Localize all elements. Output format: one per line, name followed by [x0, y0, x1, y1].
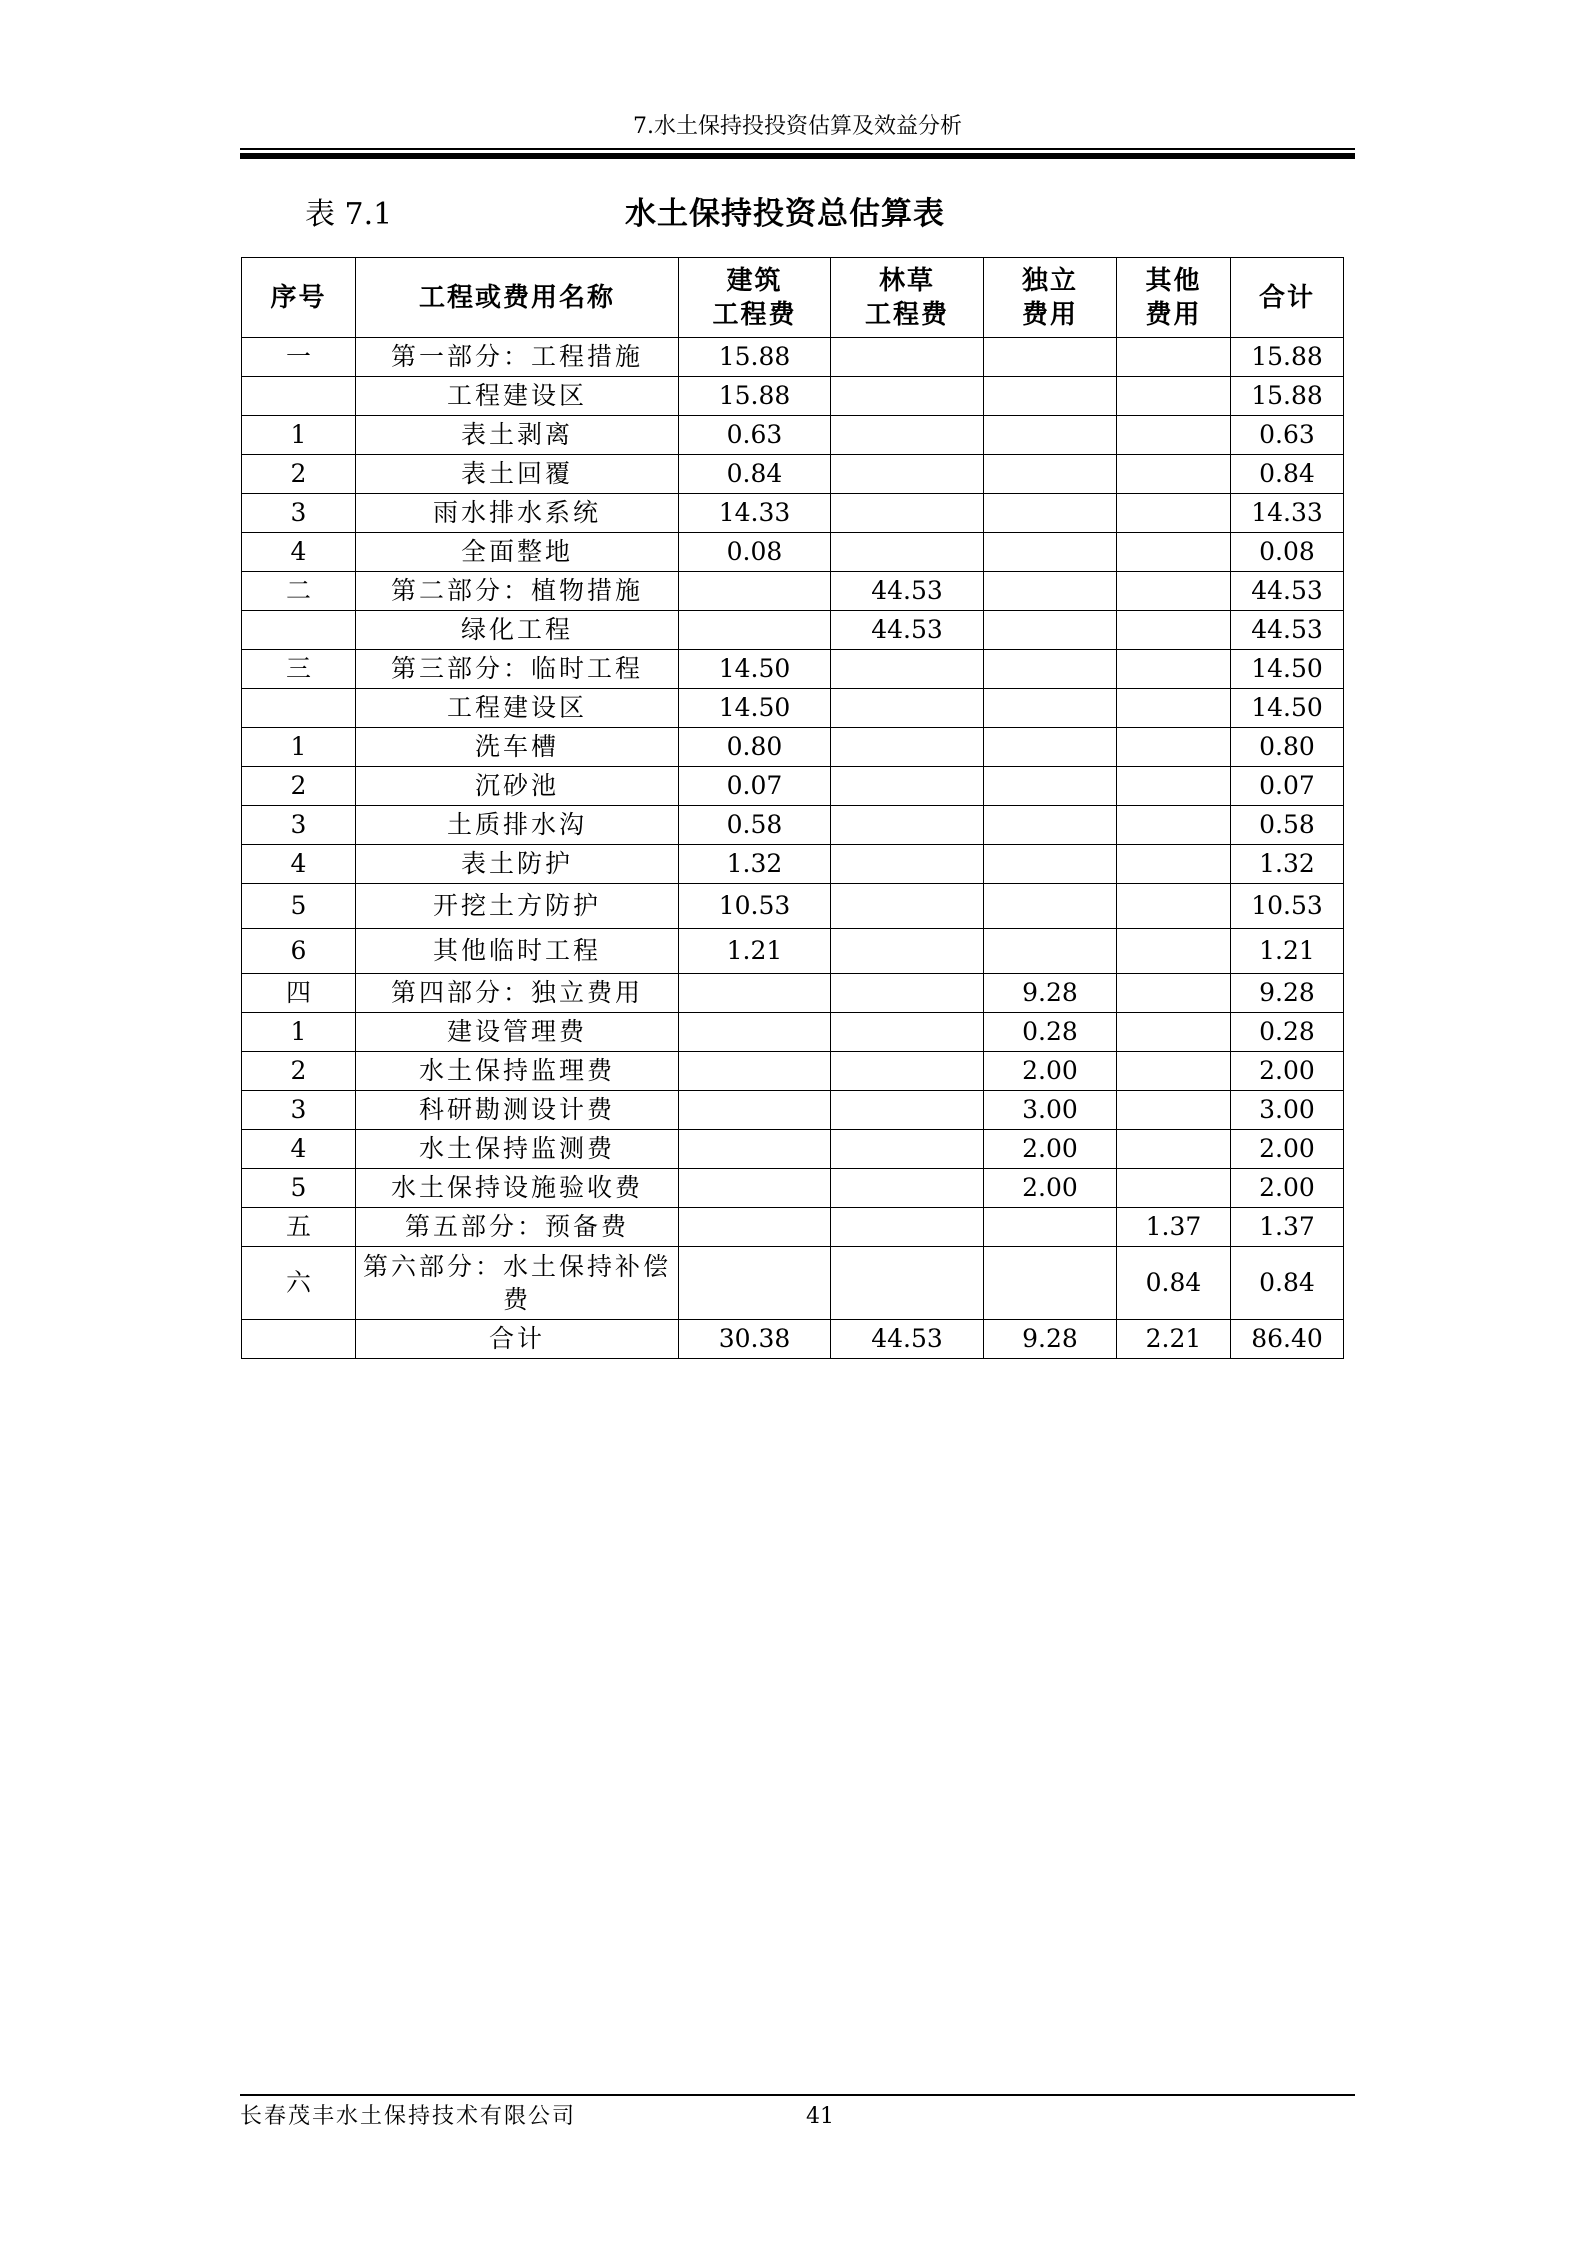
cell-col-seq: 一 — [242, 338, 356, 377]
table-row — [242, 1013, 1344, 1052]
cell-col-total: 0.28 — [1231, 1013, 1344, 1052]
cell-col-seq: 1 — [242, 728, 356, 767]
cell-col-forestry — [831, 650, 984, 689]
cell-col-name: 科研勘测设计费 — [356, 1091, 679, 1130]
table-row — [242, 1130, 1344, 1169]
cell-col-independent: 2.00 — [984, 1130, 1117, 1169]
header-text-line: 其他 — [1145, 265, 1202, 296]
cell-col-forestry — [831, 806, 984, 845]
cell-col-seq: 二 — [242, 572, 356, 611]
cell-col-seq: 2 — [242, 455, 356, 494]
cell-col-forestry — [831, 1169, 984, 1208]
header-text-line: 费用 — [1145, 299, 1202, 330]
cell-col-total: 2.00 — [1231, 1130, 1344, 1169]
cell-col-total: 0.84 — [1231, 455, 1344, 494]
cell-col-other: 1.37 — [1117, 1208, 1231, 1247]
table-row — [242, 806, 1344, 845]
cell-col-total: 44.53 — [1231, 572, 1344, 611]
cell-col-name: 开挖土方防护 — [356, 884, 679, 929]
table-row — [242, 572, 1344, 611]
cell-col-forestry — [831, 974, 984, 1013]
cell-col-name: 雨水排水系统 — [356, 494, 679, 533]
cell-col-other — [1117, 806, 1231, 845]
cell-col-name: 沉砂池 — [356, 767, 679, 806]
header-rule-thin — [240, 148, 1355, 150]
header-col-other — [1117, 258, 1231, 338]
table-row — [242, 1320, 1344, 1359]
cell-col-independent — [984, 494, 1117, 533]
cell-col-seq: 3 — [242, 494, 356, 533]
cell-col-seq — [242, 611, 356, 650]
cell-col-construction: 0.58 — [679, 806, 831, 845]
cell-col-name: 表土剥离 — [356, 416, 679, 455]
table-row — [242, 974, 1344, 1013]
cell-col-name: 绿化工程 — [356, 611, 679, 650]
cell-col-independent — [984, 728, 1117, 767]
table-row — [242, 377, 1344, 416]
table-row — [242, 929, 1344, 974]
cell-col-independent: 9.28 — [984, 1320, 1117, 1359]
cell-col-other — [1117, 974, 1231, 1013]
cell-col-construction: 30.38 — [679, 1320, 831, 1359]
cell-col-independent: 3.00 — [984, 1091, 1117, 1130]
table-row — [242, 494, 1344, 533]
cell-col-total: 1.21 — [1231, 929, 1344, 974]
cell-col-forestry — [831, 1208, 984, 1247]
cell-col-seq: 2 — [242, 1052, 356, 1091]
cell-col-construction: 1.21 — [679, 929, 831, 974]
cell-col-name: 水土保持监测费 — [356, 1130, 679, 1169]
cell-col-seq: 1 — [242, 1013, 356, 1052]
cell-col-name: 表土防护 — [356, 845, 679, 884]
cell-col-construction: 0.80 — [679, 728, 831, 767]
cell-col-seq: 4 — [242, 845, 356, 884]
cell-col-name: 土质排水沟 — [356, 806, 679, 845]
cell-col-construction: 15.88 — [679, 338, 831, 377]
cell-col-independent — [984, 689, 1117, 728]
table-header — [242, 258, 1344, 338]
cell-col-forestry — [831, 1091, 984, 1130]
cell-col-total: 9.28 — [1231, 974, 1344, 1013]
cell-col-construction — [679, 611, 831, 650]
cell-col-total: 15.88 — [1231, 338, 1344, 377]
cell-col-construction — [679, 1169, 831, 1208]
cell-col-total: 0.58 — [1231, 806, 1344, 845]
cell-col-total: 0.07 — [1231, 767, 1344, 806]
cell-col-construction — [679, 974, 831, 1013]
table-label: 表 7.1 — [305, 197, 393, 232]
cell-col-name: 全面整地 — [356, 533, 679, 572]
cell-col-name: 表土回覆 — [356, 455, 679, 494]
cell-col-total: 0.84 — [1231, 1247, 1344, 1320]
cell-col-other — [1117, 494, 1231, 533]
header-col-independent — [984, 258, 1117, 338]
cell-col-seq: 1 — [242, 416, 356, 455]
cell-col-construction: 15.88 — [679, 377, 831, 416]
cell-col-other: 0.84 — [1117, 1247, 1231, 1320]
cell-col-name: 工程建设区 — [356, 377, 679, 416]
cell-col-forestry — [831, 1130, 984, 1169]
cell-col-name: 第五部分：预备费 — [356, 1208, 679, 1247]
cell-col-forestry — [831, 767, 984, 806]
cell-col-independent — [984, 416, 1117, 455]
cell-col-forestry — [831, 884, 984, 929]
table-row — [242, 1052, 1344, 1091]
cell-col-other — [1117, 929, 1231, 974]
table-row — [242, 1169, 1344, 1208]
table-body — [242, 338, 1344, 1359]
header-text-line: 独立 — [1021, 265, 1078, 296]
cell-col-total: 3.00 — [1231, 1091, 1344, 1130]
cell-col-forestry — [831, 533, 984, 572]
cell-col-other — [1117, 728, 1231, 767]
header-row — [242, 258, 1344, 338]
cell-col-seq: 五 — [242, 1208, 356, 1247]
cell-col-total: 44.53 — [1231, 611, 1344, 650]
cell-col-other — [1117, 455, 1231, 494]
cell-col-independent — [984, 455, 1117, 494]
cell-col-forestry — [831, 494, 984, 533]
cell-col-total: 0.63 — [1231, 416, 1344, 455]
cell-col-independent — [984, 884, 1117, 929]
table-title: 水土保持投资总估算表 — [625, 196, 945, 232]
cell-col-seq: 5 — [242, 884, 356, 929]
table-row — [242, 1208, 1344, 1247]
cell-col-forestry — [831, 689, 984, 728]
cell-col-total: 0.08 — [1231, 533, 1344, 572]
cell-col-forestry: 44.53 — [831, 1320, 984, 1359]
cell-col-forestry: 44.53 — [831, 572, 984, 611]
cell-col-forestry — [831, 1052, 984, 1091]
cell-col-name: 建设管理费 — [356, 1013, 679, 1052]
cell-col-other — [1117, 1013, 1231, 1052]
table-row — [242, 650, 1344, 689]
cell-col-forestry — [831, 929, 984, 974]
cell-col-forestry: 44.53 — [831, 611, 984, 650]
cell-col-name: 合计 — [356, 1320, 679, 1359]
cell-col-forestry — [831, 377, 984, 416]
cell-col-other — [1117, 338, 1231, 377]
footer-rule — [240, 2094, 1355, 2096]
cell-col-construction — [679, 1013, 831, 1052]
cell-col-independent: 2.00 — [984, 1052, 1117, 1091]
cell-col-forestry — [831, 455, 984, 494]
cell-col-independent — [984, 533, 1117, 572]
cell-col-other — [1117, 1130, 1231, 1169]
table-row — [242, 338, 1344, 377]
header-col-forestry — [831, 258, 984, 338]
footer-company: 长春茂丰水土保持技术有限公司 — [240, 2104, 577, 2129]
cell-col-name: 工程建设区 — [356, 689, 679, 728]
cell-col-seq: 4 — [242, 533, 356, 572]
cell-col-seq: 3 — [242, 806, 356, 845]
cell-col-seq: 四 — [242, 974, 356, 1013]
cell-col-forestry — [831, 338, 984, 377]
cell-col-other — [1117, 689, 1231, 728]
cell-col-other — [1117, 572, 1231, 611]
cell-col-total: 0.80 — [1231, 728, 1344, 767]
header-col-name — [356, 258, 679, 338]
header-text-line: 序号 — [270, 282, 327, 313]
cell-col-construction: 0.08 — [679, 533, 831, 572]
page-number: 41 — [806, 2104, 834, 2129]
cell-col-other — [1117, 884, 1231, 929]
cell-col-construction: 14.50 — [679, 650, 831, 689]
investment-estimate-table — [241, 257, 1344, 1359]
header-text-line: 费用 — [1021, 299, 1078, 330]
cell-col-total: 2.00 — [1231, 1052, 1344, 1091]
cell-col-name: 洗车槽 — [356, 728, 679, 767]
cell-col-construction — [679, 1208, 831, 1247]
cell-col-seq: 三 — [242, 650, 356, 689]
cell-col-seq — [242, 377, 356, 416]
table-row — [242, 845, 1344, 884]
cell-col-construction: 14.33 — [679, 494, 831, 533]
cell-col-independent — [984, 845, 1117, 884]
table-row — [242, 728, 1344, 767]
header-col-seq — [242, 258, 356, 338]
header-text-line: 合计 — [1258, 282, 1315, 313]
cell-col-construction: 10.53 — [679, 884, 831, 929]
cell-col-forestry — [831, 845, 984, 884]
cell-col-independent — [984, 611, 1117, 650]
cell-col-seq — [242, 689, 356, 728]
cell-col-independent — [984, 1208, 1117, 1247]
cell-col-independent — [984, 929, 1117, 974]
cell-col-independent — [984, 572, 1117, 611]
header-text-line: 工程或费用名称 — [418, 282, 615, 313]
cell-col-name: 水土保持设施验收费 — [356, 1169, 679, 1208]
cell-col-other — [1117, 377, 1231, 416]
cell-col-total: 14.33 — [1231, 494, 1344, 533]
header-col-construction — [679, 258, 831, 338]
cell-col-total: 1.37 — [1231, 1208, 1344, 1247]
cell-col-other: 2.21 — [1117, 1320, 1231, 1359]
header-col-total — [1231, 258, 1344, 338]
cell-col-other — [1117, 650, 1231, 689]
cell-col-construction — [679, 1130, 831, 1169]
cell-col-forestry — [831, 728, 984, 767]
cell-col-other — [1117, 845, 1231, 884]
cell-col-seq: 2 — [242, 767, 356, 806]
header-text-line: 工程费 — [712, 299, 797, 330]
cell-col-construction: 14.50 — [679, 689, 831, 728]
cell-col-seq — [242, 1320, 356, 1359]
cell-col-name: 第一部分：工程措施 — [356, 338, 679, 377]
cell-col-independent — [984, 650, 1117, 689]
cell-col-total: 15.88 — [1231, 377, 1344, 416]
cell-col-independent — [984, 806, 1117, 845]
cell-col-other — [1117, 1091, 1231, 1130]
cell-col-construction: 1.32 — [679, 845, 831, 884]
cell-col-total: 14.50 — [1231, 689, 1344, 728]
cell-col-total: 86.40 — [1231, 1320, 1344, 1359]
cell-col-construction: 0.84 — [679, 455, 831, 494]
table-row — [242, 689, 1344, 728]
cell-col-independent: 9.28 — [984, 974, 1117, 1013]
cell-col-construction — [679, 1052, 831, 1091]
cell-col-name: 第三部分：临时工程 — [356, 650, 679, 689]
cell-col-forestry — [831, 1013, 984, 1052]
cell-col-name: 水土保持监理费 — [356, 1052, 679, 1091]
cell-col-other — [1117, 1052, 1231, 1091]
header-text-line: 工程费 — [864, 299, 949, 330]
cell-col-forestry — [831, 416, 984, 455]
table-row — [242, 1247, 1344, 1320]
header-rule-thick — [240, 153, 1355, 159]
cell-col-independent — [984, 338, 1117, 377]
cell-col-total: 14.50 — [1231, 650, 1344, 689]
table-row — [242, 1091, 1344, 1130]
cell-col-total: 10.53 — [1231, 884, 1344, 929]
cell-col-independent: 2.00 — [984, 1169, 1117, 1208]
cell-col-construction — [679, 1091, 831, 1130]
cell-col-independent: 0.28 — [984, 1013, 1117, 1052]
table-row — [242, 455, 1344, 494]
cell-col-name: 第四部分：独立费用 — [356, 974, 679, 1013]
cell-col-construction: 0.07 — [679, 767, 831, 806]
cell-col-independent — [984, 377, 1117, 416]
cell-col-seq: 六 — [242, 1247, 356, 1320]
cell-col-construction: 0.63 — [679, 416, 831, 455]
cell-col-seq: 3 — [242, 1091, 356, 1130]
table-row — [242, 767, 1344, 806]
cell-col-seq: 6 — [242, 929, 356, 974]
cell-col-construction — [679, 1247, 831, 1320]
cell-col-total: 1.32 — [1231, 845, 1344, 884]
cell-col-total: 2.00 — [1231, 1169, 1344, 1208]
table-row — [242, 611, 1344, 650]
cell-col-seq: 4 — [242, 1130, 356, 1169]
cell-col-forestry — [831, 1247, 984, 1320]
table-row — [242, 884, 1344, 929]
cell-col-name: 第六部分：水土保持补偿费 — [356, 1247, 679, 1320]
cell-col-construction — [679, 572, 831, 611]
header-text-line: 林草 — [878, 265, 935, 296]
cell-col-other — [1117, 1169, 1231, 1208]
cell-col-other — [1117, 767, 1231, 806]
table-row — [242, 533, 1344, 572]
header-text-line: 建筑 — [726, 265, 783, 296]
cell-col-other — [1117, 416, 1231, 455]
cell-col-other — [1117, 611, 1231, 650]
cell-col-name: 第二部分：植物措施 — [356, 572, 679, 611]
running-header: 7.水土保持投投资估算及效益分析 — [633, 114, 962, 139]
cell-col-independent — [984, 767, 1117, 806]
cell-col-other — [1117, 533, 1231, 572]
cell-col-seq: 5 — [242, 1169, 356, 1208]
cell-col-name: 其他临时工程 — [356, 929, 679, 974]
cell-col-independent — [984, 1247, 1117, 1320]
table-row — [242, 416, 1344, 455]
